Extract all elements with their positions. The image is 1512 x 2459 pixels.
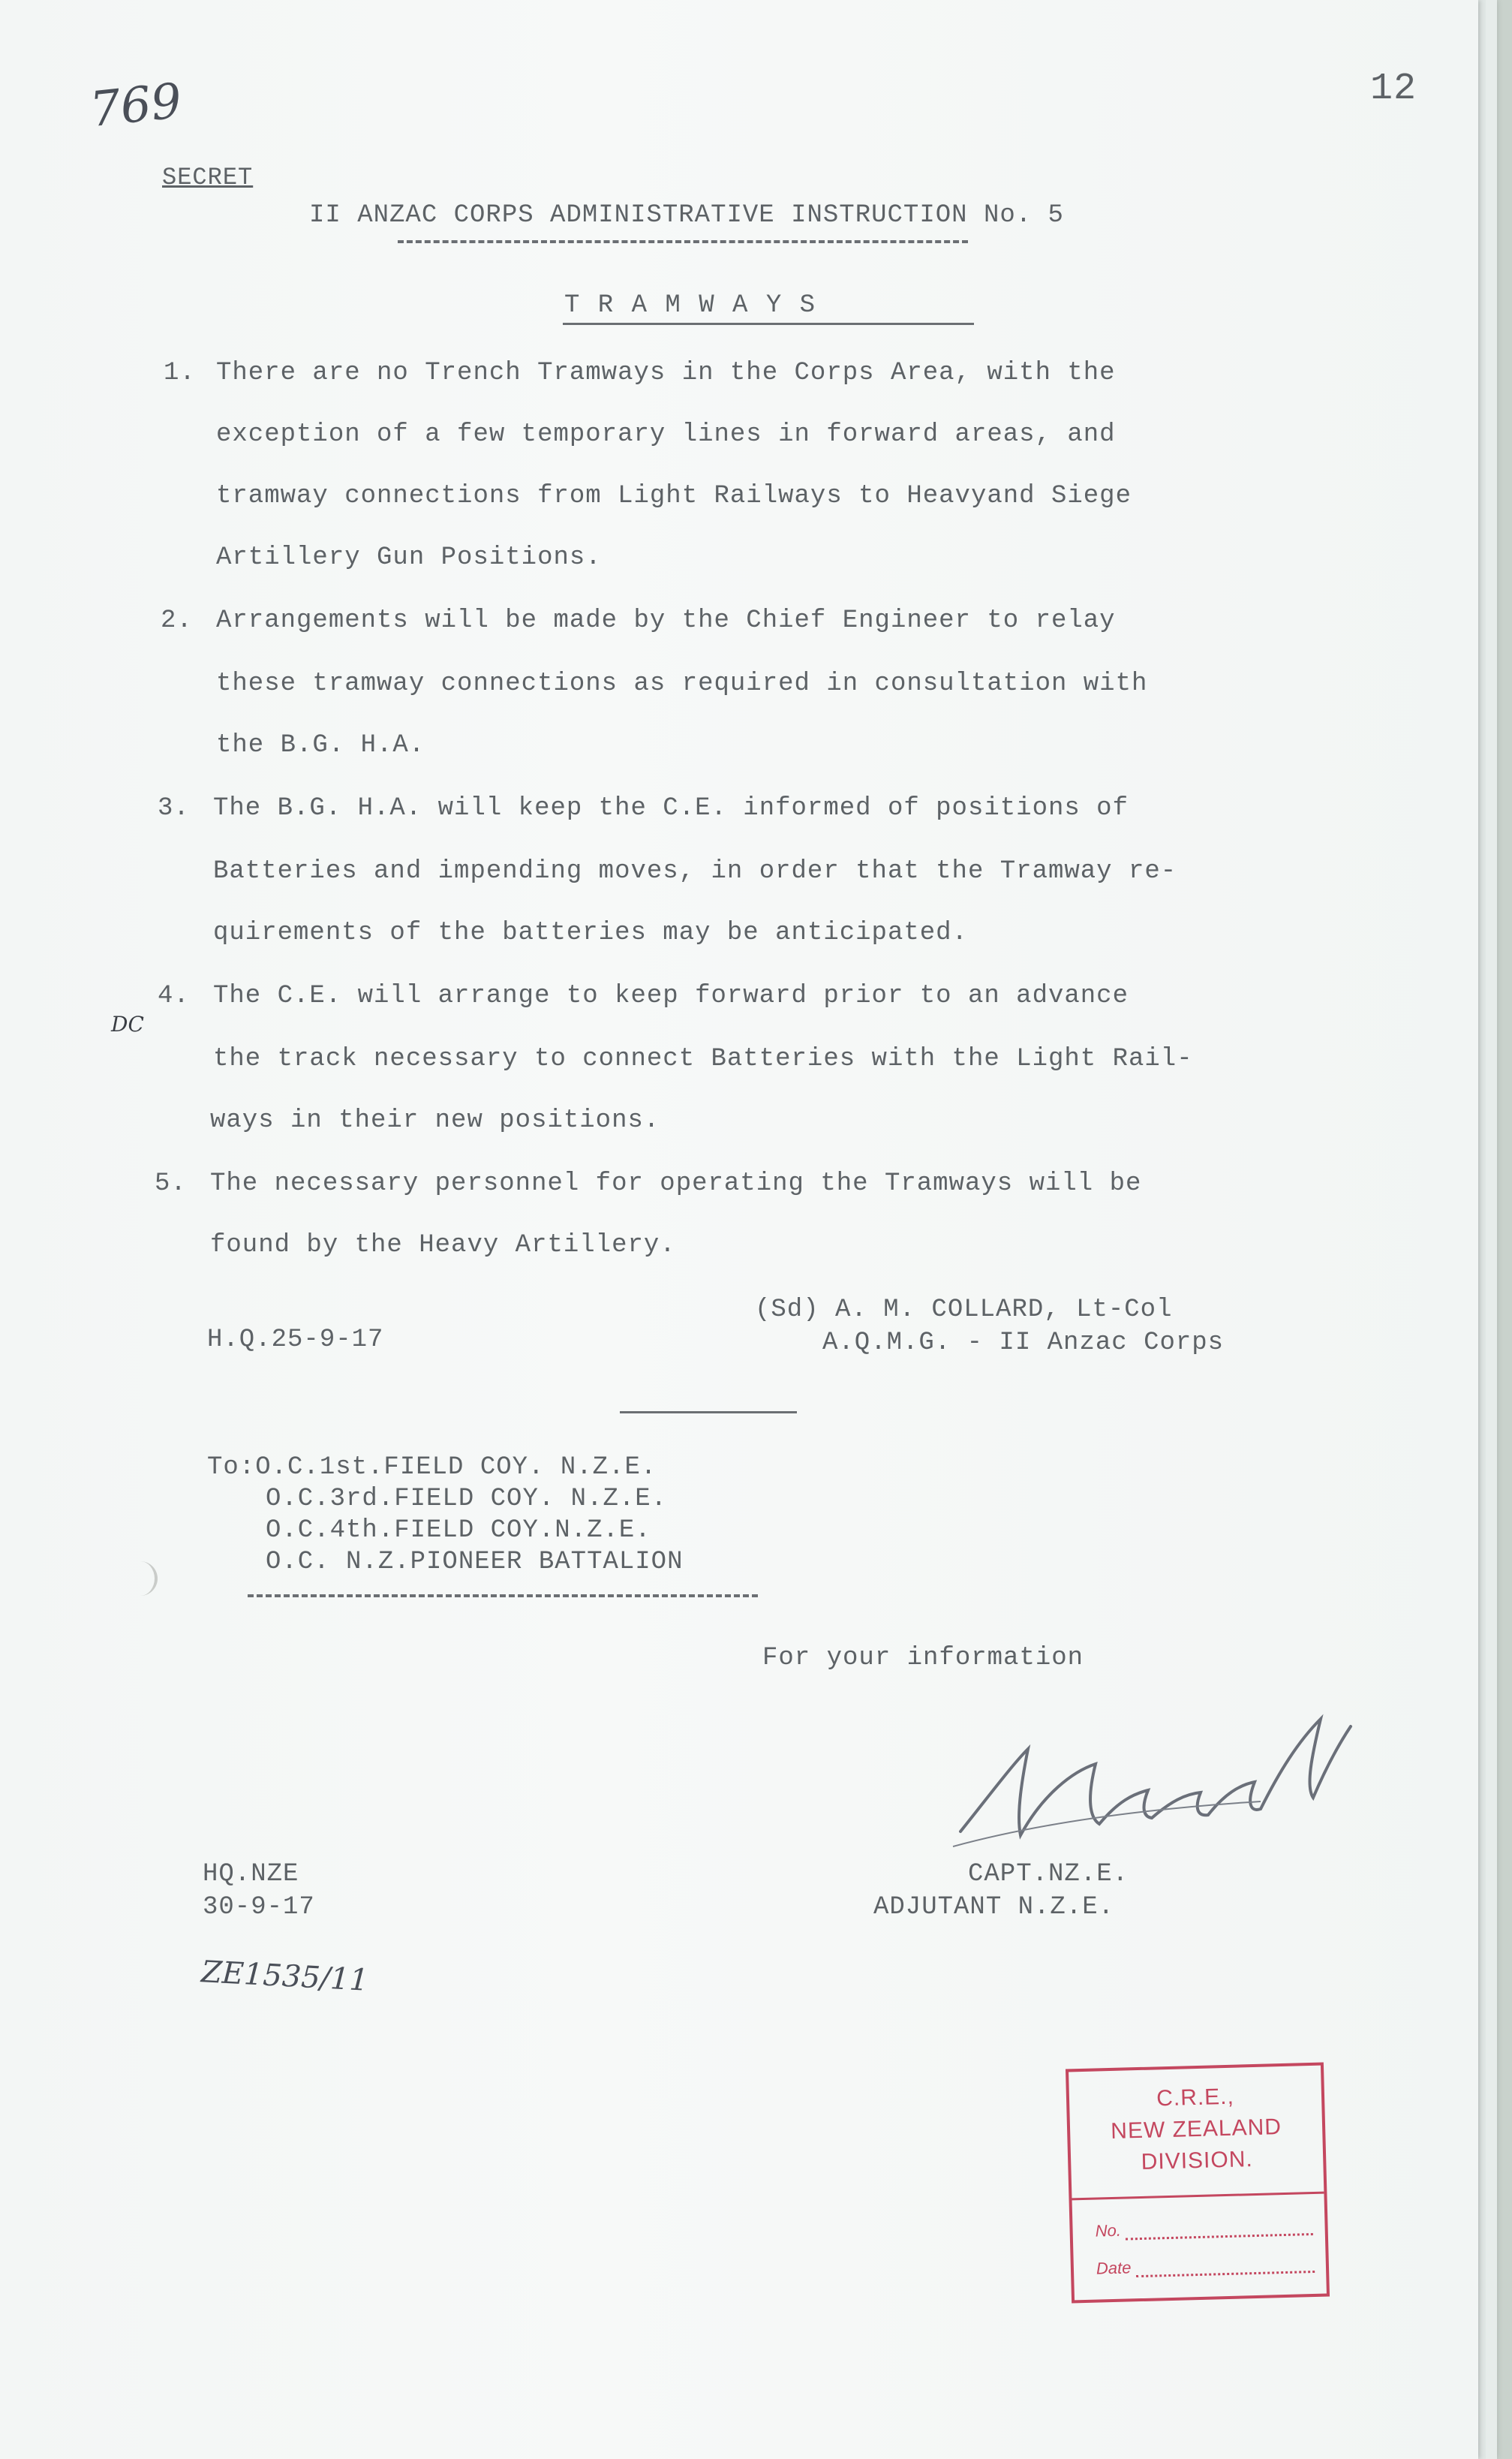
separator-rule — [620, 1411, 797, 1413]
cre-stamp — [1066, 2063, 1330, 2304]
paragraph-line: quirements of the batteries may be anticipated. — [213, 919, 968, 947]
paragraph-line: Arrangements will be made by the Chief Engineer to relay — [216, 606, 1116, 635]
stamp-no-field — [1095, 2216, 1313, 2241]
paragraph-line: ways in their new positions. — [210, 1106, 660, 1135]
paragraph-line: The B.G. H.A. will keep the C.E. informed of positions of — [213, 794, 1129, 823]
paragraph-number: 3. — [158, 794, 190, 823]
signed-role: A.Q.M.G. - II Anzac Corps — [822, 1329, 1225, 1357]
distribution-item: O.C.3rd.FIELD COY. N.Z.E. — [266, 1485, 668, 1513]
footer-right-line: ADJUTANT N.Z.E. — [873, 1893, 1115, 1922]
stamp-dotted-line — [1126, 2233, 1313, 2241]
stamp-date-field — [1096, 2253, 1315, 2279]
stamp-dotted-line — [1136, 2271, 1315, 2277]
paragraph-line: Batteries and impending moves, in order that the Tramway re- — [213, 857, 1177, 886]
document-title: II ANZAC CORPS ADMINISTRATIVE INSTRUCTION No. 5 — [309, 201, 1064, 230]
page-number: 12 — [1370, 68, 1417, 110]
classification: SECRET — [162, 164, 254, 191]
paragraph-line: the B.G. H.A. — [216, 731, 425, 760]
signed-by: (Sd) A. M. COLLARD, Lt-Col — [755, 1296, 1173, 1324]
paragraph-number: 1. — [164, 359, 196, 387]
footer-left-line: HQ.NZE — [203, 1860, 299, 1889]
paragraph-line: these tramway connections as required in consultation with — [216, 670, 1148, 698]
paragraph-line: The necessary personnel for operating the Tramways will be — [210, 1169, 1142, 1198]
stamp-date-label: Date — [1096, 2258, 1132, 2278]
signature-ink — [945, 1704, 1366, 1869]
paragraph-line: tramway connections from Light Railways to Heavyand Siege — [216, 482, 1132, 510]
distribution-item: O.C.4th.FIELD COY.N.Z.E. — [266, 1516, 651, 1545]
stamp-divider — [1072, 2192, 1324, 2201]
reference-number: 769 — [87, 73, 185, 139]
paragraph-line: found by the Heavy Artillery. — [210, 1231, 676, 1260]
stamp-line: NEW ZEALAND — [1110, 2114, 1282, 2144]
paragraph-number: 5. — [155, 1169, 187, 1198]
punch-hole — [135, 1561, 158, 1596]
subtitle: T R A M W A Y S — [564, 291, 817, 320]
distribution-item: To:O.C.1st.FIELD COY. N.Z.E. — [207, 1453, 657, 1482]
distribution-rule — [248, 1594, 758, 1597]
paragraph-line: exception of a few temporary lines in forward areas, and — [216, 420, 1116, 449]
paragraph-line: the track necessary to connect Batteries with the Light Rail- — [213, 1045, 1193, 1073]
for-information: For your information — [762, 1644, 1084, 1672]
paragraph-line: Artillery Gun Positions. — [216, 543, 602, 572]
footer-right-line: CAPT.NZ.E. — [968, 1860, 1129, 1889]
file-reference: ZE1535/11 — [200, 1955, 370, 1998]
paragraph-line: The C.E. will arrange to keep forward prior to an advance — [213, 982, 1129, 1010]
paragraph-number: 4. — [158, 982, 190, 1010]
hq-date: H.Q.25-9-17 — [207, 1326, 384, 1354]
paragraph-line: There are no Trench Tramways in the Corps Area, with the — [216, 359, 1116, 387]
subtitle-rule — [563, 323, 974, 325]
footer-left-line: 30-9-17 — [203, 1893, 315, 1922]
margin-mark: DC — [111, 1012, 144, 1037]
stamp-header — [1069, 2066, 1324, 2181]
paragraph-number: 2. — [161, 606, 193, 635]
stamp-no-label: No. — [1095, 2220, 1122, 2241]
title-rule — [398, 240, 968, 243]
stamp-line: C.R.E., — [1156, 2084, 1235, 2111]
stamp-line: DIVISION. — [1141, 2147, 1254, 2175]
distribution-item: O.C. N.Z.PIONEER BATTALION — [266, 1548, 684, 1576]
